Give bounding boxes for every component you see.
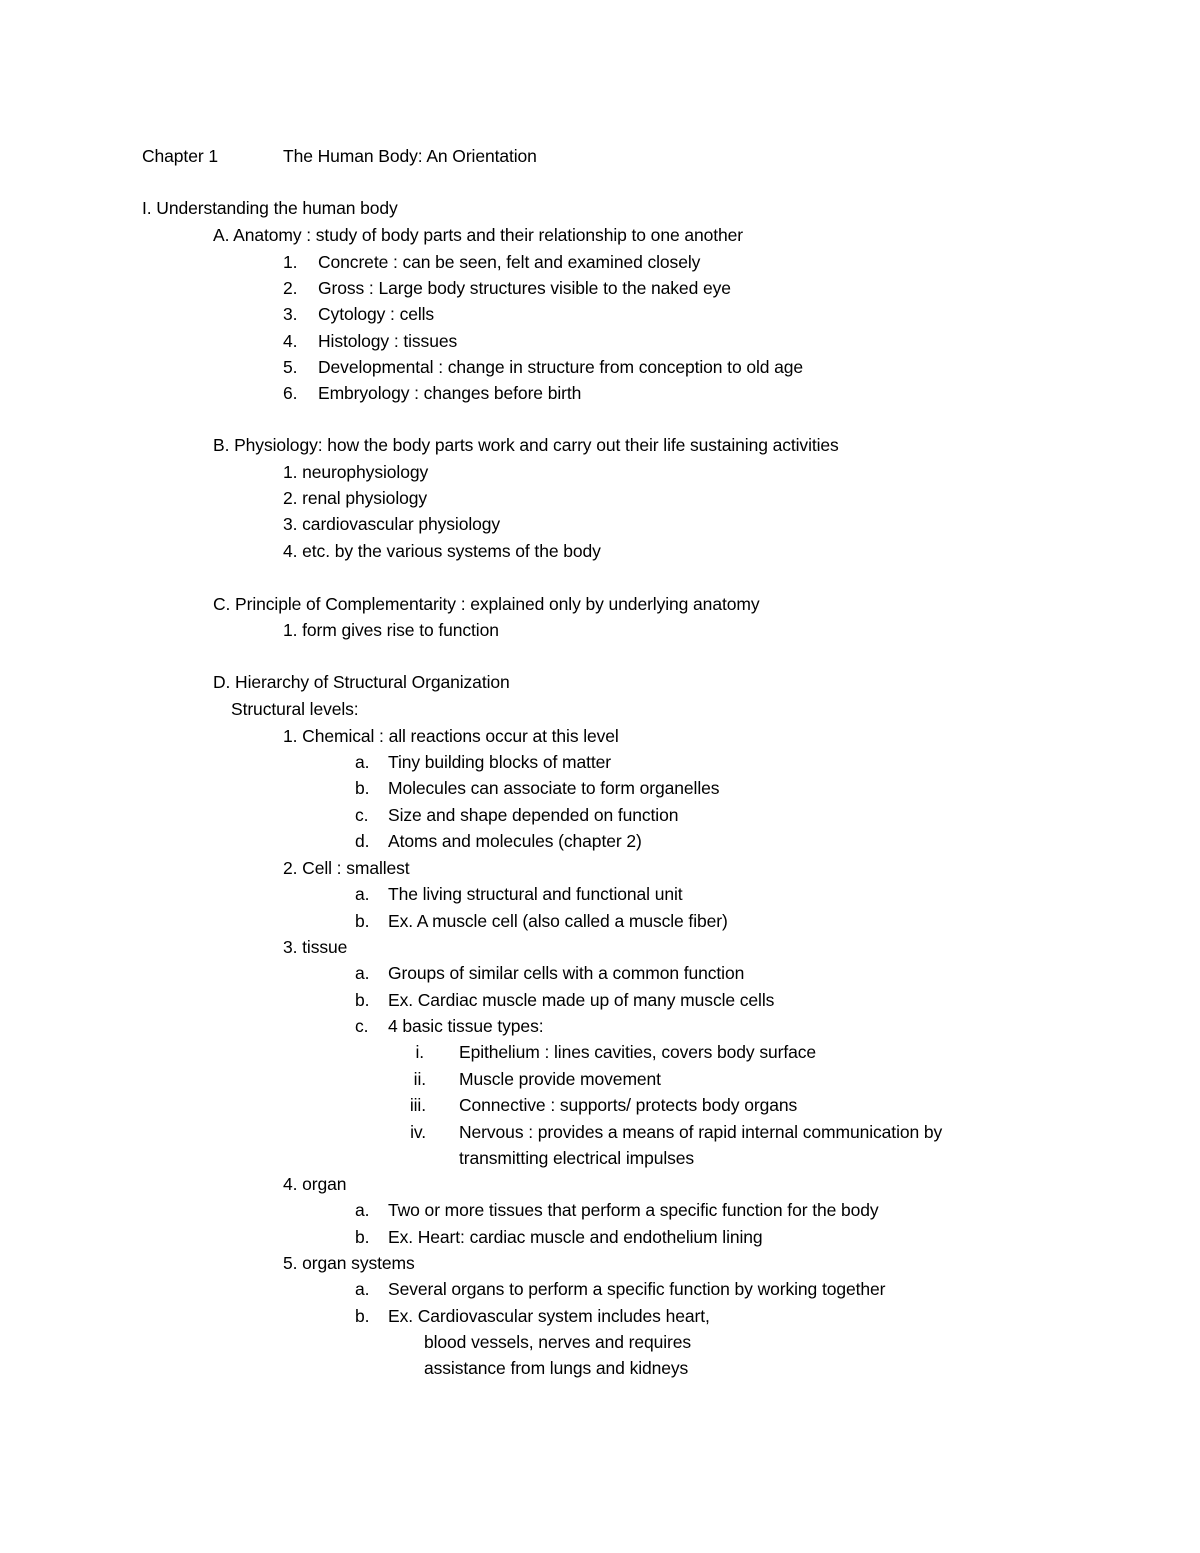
item-text: Two or more tissues that perform a specific function for the body <box>388 1200 879 1220</box>
complementarity-heading: C. Principle of Complementarity : explained only by underlying anatomy <box>213 594 760 614</box>
list-item: 4. etc. by the various systems of the body <box>283 541 601 561</box>
item-text: Ex. Heart: cardiac muscle and endothelium lining <box>388 1227 763 1247</box>
item-text: Epithelium : lines cavities, covers body surface <box>459 1042 817 1062</box>
level-heading-chemical: 1. Chemical : all reactions occur at this level <box>283 726 619 746</box>
item-letter: c. <box>355 1016 369 1036</box>
item-letter: b. <box>355 990 370 1010</box>
item-text: Ex. A muscle cell (also called a muscle fiber) <box>388 911 728 931</box>
item-text: Ex. Cardiac muscle made up of many muscle cells <box>388 990 775 1010</box>
item-letter: d. <box>355 831 370 851</box>
level-heading-tissue: 3. tissue <box>283 937 348 957</box>
hierarchy-subheading: Structural levels: <box>231 699 359 719</box>
list-item: 1. form gives rise to function <box>283 620 499 640</box>
item-text: Histology : tissues <box>318 331 458 351</box>
item-text: 4 basic tissue types: <box>388 1016 544 1036</box>
hierarchy-heading: D. Hierarchy of Structural Organization <box>213 672 510 692</box>
list-item: 3. cardiovascular physiology <box>283 514 501 534</box>
item-letter: a. <box>355 1200 370 1220</box>
item-text: Gross : Large body structures visible to the naked eye <box>318 278 731 298</box>
item-letter: b. <box>355 1227 370 1247</box>
item-letter: a. <box>355 884 370 904</box>
chapter-title: The Human Body: An Orientation <box>283 146 537 166</box>
item-number: 2. <box>283 278 298 298</box>
item-letter: b. <box>355 778 370 798</box>
list-item: 1. neurophysiology <box>283 462 429 482</box>
item-roman: ii. <box>413 1069 426 1089</box>
item-number: 5. <box>283 357 298 377</box>
level-heading-cell: 2. Cell : smallest <box>283 858 410 878</box>
item-continuation: assistance from lungs and kidneys <box>424 1358 689 1378</box>
item-roman: iv. <box>410 1122 426 1142</box>
item-text: Cytology : cells <box>318 304 435 324</box>
item-roman: iii. <box>409 1095 426 1115</box>
item-text: Connective : supports/ protects body organs <box>459 1095 798 1115</box>
item-text: Developmental : change in structure from conception to old age <box>318 357 804 377</box>
item-letter: a. <box>355 752 370 772</box>
item-number: 3. <box>283 304 298 324</box>
item-letter: a. <box>355 963 370 983</box>
level-heading-organ: 4. organ <box>283 1174 347 1194</box>
item-number: 6. <box>283 383 298 403</box>
item-text: Ex. Cardiovascular system includes heart, <box>388 1306 710 1326</box>
item-text: Nervous : provides a means of rapid internal communication by <box>459 1122 943 1142</box>
item-letter: c. <box>355 805 369 825</box>
item-text: Molecules can associate to form organelles <box>388 778 720 798</box>
item-text: Tiny building blocks of matter <box>388 752 611 772</box>
item-text: Groups of similar cells with a common function <box>388 963 745 983</box>
physiology-heading: B. Physiology: how the body parts work and carry out their life sustaining activities <box>213 435 839 455</box>
item-roman: i. <box>415 1042 424 1062</box>
item-text: Embryology : changes before birth <box>318 383 582 403</box>
item-continuation: transmitting electrical impulses <box>459 1148 695 1168</box>
item-number: 4. <box>283 331 298 351</box>
item-text: Atoms and molecules (chapter 2) <box>388 831 642 851</box>
item-text: The living structural and functional unit <box>388 884 683 904</box>
item-letter: b. <box>355 911 370 931</box>
list-item: 2. renal physiology <box>283 488 428 508</box>
item-letter: b. <box>355 1306 370 1326</box>
item-text: Concrete : can be seen, felt and examined closely <box>318 252 701 272</box>
item-continuation: blood vessels, nerves and requires <box>424 1332 692 1352</box>
anatomy-heading: A. Anatomy : study of body parts and their relationship to one another <box>213 225 743 245</box>
item-text: Muscle provide movement <box>459 1069 661 1089</box>
item-letter: a. <box>355 1279 370 1299</box>
item-number: 1. <box>283 252 298 272</box>
section-heading: I. Understanding the human body <box>142 198 398 218</box>
item-text: Several organs to perform a specific function by working together <box>388 1279 886 1299</box>
chapter-label: Chapter 1 <box>142 146 218 166</box>
level-heading-organ-systems: 5. organ systems <box>283 1253 415 1273</box>
item-text: Size and shape depended on function <box>388 805 679 825</box>
